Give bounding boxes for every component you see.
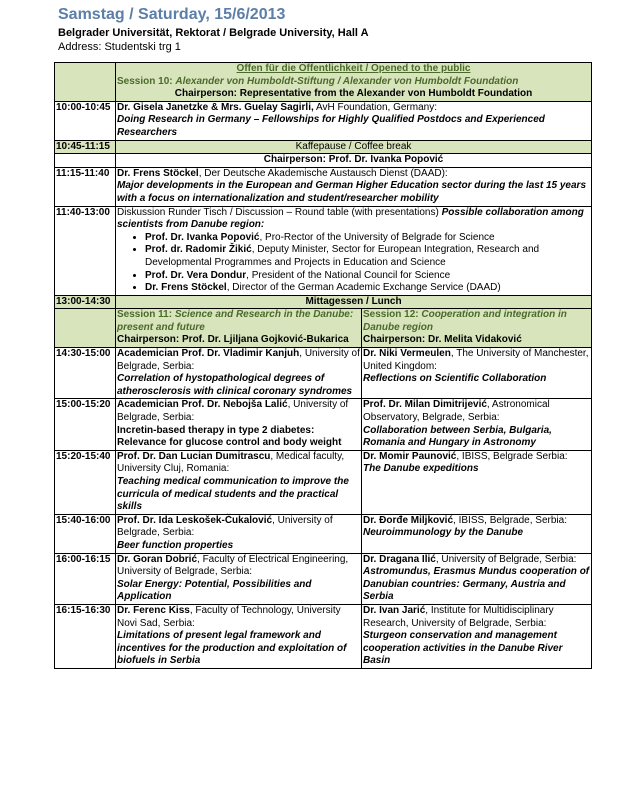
time-cell: 15:00-15:20 [55,399,116,450]
program-table [54,62,592,669]
time-cell [55,154,116,168]
list-item [145,270,590,283]
affiliation: , University of Belgrade, Serbia: [435,553,577,565]
break-label: Kaffepause / Coffee break [116,140,592,154]
affiliation: , Institute for Multidisciplinary Research, University of Belgrade, Serbia: [363,604,554,629]
affiliation: , University of Belgrade, Serbia: [117,399,349,424]
chairperson: Chairperson: Prof. Dr. Ivanka Popović [116,154,592,168]
chairperson: Chairperson: Representative from the Alexander von Humboldt Foundation [174,88,533,100]
chairperson: Chairperson: Dr. Melita Vidaković [363,334,522,346]
speaker: Dr. Momir Paunović [363,450,457,462]
talk-title: Collaboration between Serbia, Bulgaria, Romania and Hungary in Astronomy [363,424,552,449]
affiliation: , IBISS, Belgrade Serbia: [456,450,568,462]
speaker: Academician Prof. Dr. Vladimir Kanjuh [117,348,300,360]
affiliation: AvH Foundation, Germany: [313,101,437,113]
talk-title: Doing Research in Germany – Fellowships for Highly Qualified Postdocs and Experienced Researchers [117,114,545,138]
talk-title: Major developments in the European and German Higher Education sector during the last 15 years with a focus on internationalization and student/researcher mobility [117,180,586,204]
venue: Belgrader Universität, Rektorat / Belgrade University, Hall A [58,27,369,39]
session-title: Alexander von Humboldt-Stiftung / Alexander von Humboldt Foundation [175,75,519,87]
talk-cell [362,450,592,514]
talk-cell [116,101,592,140]
time-cell: 15:40-16:00 [55,514,116,553]
affiliation: , IBISS, Belgrade, Serbia: [453,514,567,526]
roundtable-intro: Diskussion Runder Tisch / Discussion – Round table (with presentations) [117,206,442,218]
speaker: Dr. Ferenc Kiss [117,604,190,616]
talk-cell [116,450,362,514]
speaker: Dr. Ivan Jarić [363,604,426,616]
panelist-role: , President of the National Council for Science [246,269,451,281]
roundtable-cell [116,206,592,295]
time-cell: 11:40-13:00 [55,206,116,295]
session-title: Cooperation and integration in Danube region [363,309,567,333]
table-row [55,348,592,399]
session-label: Session 11: [117,309,175,321]
talk-cell [362,514,592,553]
talk-cell [116,167,592,206]
talk-title: Solar Energy: Potential, Possibilities and Application [117,578,312,603]
public-note: Offen für die Öffentlichkeit / Opened to the public [236,63,471,74]
time-cell: 16:00-16:15 [55,553,116,604]
affiliation: , Medical faculty, University Cluj, Romania: [117,450,345,475]
speaker: Dr. Frens Stöckel [117,167,199,179]
address: Address: Studentski trg 1 [58,41,181,53]
time-cell: 15:20-15:40 [55,450,116,514]
speaker: Dr. Dragana Ilić [363,553,436,565]
speaker: Dr. Gisela Janetzke & Mrs. Guelay Sagirli, [117,101,314,113]
talk-cell [116,514,362,553]
page-header [58,6,369,54]
table-row [55,399,592,450]
time-cell: 11:15-11:40 [55,167,116,206]
talk-title: Beer function properties [117,539,234,551]
affiliation: , The University of Manchester, United Kingdom: [363,348,589,372]
panelist-role: , Pro-Rector of the University of Belgrade for Science [259,231,495,243]
talk-cell [116,348,362,399]
sessions-row [55,309,592,348]
session-11-cell [116,309,362,348]
speaker: Prof. Dr. Milan Dimitrijević [363,399,487,411]
speaker: Prof. Dr. Dan Lucian Dumitrascu [117,450,271,462]
time-cell: 16:15-16:30 [55,604,116,668]
talk-cell [116,399,362,450]
panelist-name: Prof. dr. Radomir Žikić [145,244,252,256]
table-row [55,167,592,206]
time-cell: 10:45-11:15 [55,140,116,154]
roundtable-topic: Possible collaboration among scientists from Danube region: [117,206,584,231]
time-cell: 14:30-15:00 [55,348,116,399]
talk-title: Astromundus, Erasmus Mundus cooperation of Danubian countries: Germany, Austria and Serbia [363,566,590,603]
talk-title: Sturgeon conservation and management cooperation activities in the Danube River Basin [363,630,563,667]
time-cell: 13:00-14:30 [55,295,116,309]
list-item [145,282,590,295]
affiliation: , University of Belgrade, Serbia: [117,514,333,539]
time-cell: 10:00-10:45 [55,101,116,140]
table-row [55,206,592,295]
session-12-cell [362,309,592,348]
speaker: Prof. Dr. Ida Leskošek-Čukalović [117,514,273,526]
session-title: Science and Research in the Danube: present and future [117,309,354,333]
talk-cell [362,399,592,450]
talk-title: Reflections on Scientific Collaboration [363,373,547,385]
talk-cell [362,553,592,604]
chair-row [55,154,592,168]
talk-cell [116,604,362,668]
session-label: Session 12: [363,309,422,321]
affiliation: , Astronomical Observatory, Belgrade, Serbia: [363,399,550,424]
talk-title: Limitations of present legal framework and incentives for the production and exploitation of biofuels in Serbia [117,630,347,667]
talk-title: Incretin-based therapy in type 2 diabetes: Relevance for glucose control and body weight [117,424,342,449]
list-item [145,244,590,269]
panelist-name: Prof. Dr. Vera Dondur [145,269,247,281]
talk-cell [362,604,592,668]
page-title: Samstag / Saturday, 15/6/2013 [58,6,286,23]
table-row [55,101,592,140]
talk-title: Neuroimmunology by the Danube [363,527,524,539]
talk-cell [362,348,592,399]
speaker: Dr. Đorđe Miljković [363,514,454,526]
speaker: Dr. Niki Vermeulen [363,348,451,360]
chairperson: Chairperson: Prof. Dr. Ljiljana Gojković-Bukarica [117,334,349,346]
table-row [55,450,592,514]
panelist-name: Dr. Frens Stöckel [145,282,227,294]
table-row [55,553,592,604]
talk-title: The Danube expeditions [363,463,479,475]
lunch-row [55,295,592,309]
panelist-list [117,232,590,295]
table-row [55,514,592,553]
affiliation: , Faculty of Electrical Engineering, University of Belgrade, Serbia: [117,553,349,578]
time-cell [55,63,116,102]
break-label: Mittagessen / Lunch [116,295,592,309]
panelist-role: , Deputy Minister, Sector for European Integration, Research and Developmental Programmes and Projects in Education and Science [145,244,540,268]
talk-title: Teaching medical communication to improve the curricula of medical students and the practical skills [117,476,349,513]
speaker: Academician Prof. Dr. Nebojša Lalić [117,399,288,411]
panelist-role: , Director of the German Academic Exchange Service (DAAD) [226,282,501,294]
talk-title: Correlation of hystopathological degrees of atherosclerosis with clinical coronary syndromes [117,373,353,397]
affiliation: , Faculty of Technology, University Novi Sad, Serbia: [117,604,341,629]
opening-cell [116,63,592,102]
affiliation: , Der Deutsche Akademische Austausch Dienst (DAAD): [198,167,448,179]
affiliation: , University of Belgrade, Serbia: [117,348,360,372]
time-cell [55,309,116,348]
table-row [55,604,592,668]
panelist-name: Prof. Dr. Ivanka Popović [145,231,260,243]
coffee-row [55,140,592,154]
session-label: Session 10: [117,75,176,87]
speaker: Dr. Goran Dobrić [117,553,198,565]
opening-row [55,63,592,102]
talk-cell [116,553,362,604]
list-item [145,232,590,245]
